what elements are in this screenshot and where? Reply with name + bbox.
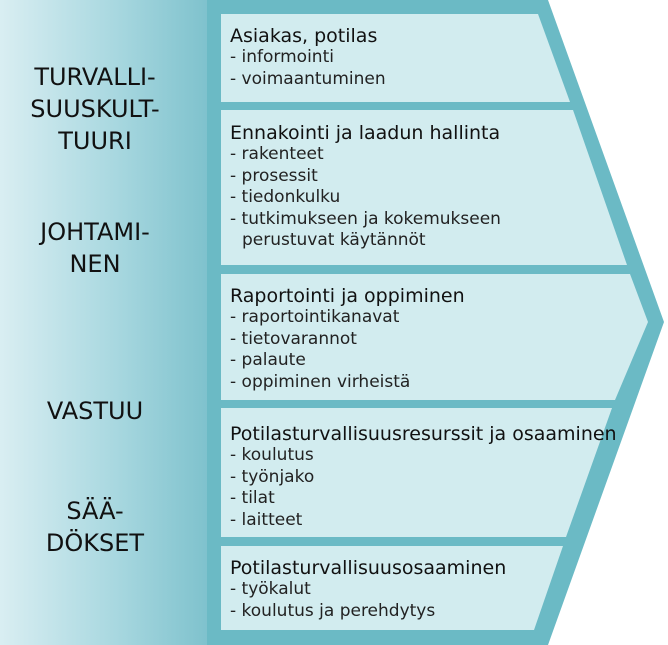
section-item: - palaute bbox=[230, 350, 306, 370]
section-anticipation-quality bbox=[230, 122, 501, 252]
section-safety-competence bbox=[230, 557, 506, 622]
section-item: - informointi bbox=[230, 47, 334, 67]
section-customer-patient bbox=[230, 25, 386, 90]
label-safety-culture: TURVALLI- SUUSKULT- TUURI bbox=[30, 63, 160, 155]
label-regulations: SÄÄ- DÖKSET bbox=[45, 497, 145, 557]
section-item: - työnjako bbox=[230, 466, 315, 487]
section-item: - voimaantuminen bbox=[230, 68, 386, 89]
label-responsibility: VASTUU bbox=[46, 397, 144, 425]
section-item: - koulutus bbox=[230, 445, 314, 465]
label-leadership: JOHTAMI- NEN bbox=[40, 218, 150, 278]
section-item: - laitteet bbox=[230, 509, 303, 530]
section-heading: Asiakas, potilas bbox=[230, 25, 378, 47]
section-heading: Ennakointi ja laadun hallinta bbox=[230, 122, 501, 144]
section-item: - tutkimukseen ja kokemukseen bbox=[230, 208, 501, 229]
section-item: - raportointikanavat bbox=[230, 307, 400, 327]
section-heading: Potilasturvallisuusosaaminen bbox=[230, 557, 507, 579]
section-item: - tietovarannot bbox=[230, 328, 357, 349]
section-item: - oppiminen virheistä bbox=[230, 371, 411, 392]
section-item: - koulutus ja perehdytys bbox=[230, 600, 436, 621]
section-item: - rakenteet bbox=[230, 144, 324, 164]
section-heading: Potilasturvallisuusresurssit ja osaaminen bbox=[230, 423, 617, 445]
section-item: - prosessit bbox=[230, 165, 318, 186]
section-item: - tilat bbox=[230, 488, 275, 508]
section-resources-competence bbox=[230, 423, 617, 531]
section-item: - työkalut bbox=[230, 579, 311, 599]
section-reporting-learning bbox=[230, 285, 465, 393]
section-item: - tiedonkulku bbox=[230, 187, 341, 207]
section-heading: Raportointi ja oppiminen bbox=[230, 285, 465, 307]
section-item: perustuvat käytännöt bbox=[242, 230, 426, 250]
